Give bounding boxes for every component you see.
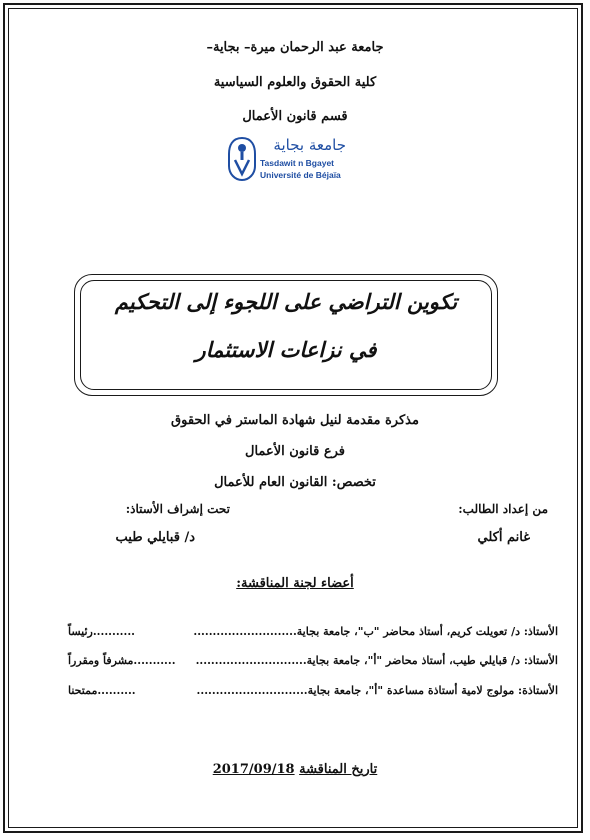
- defense-date-value: 2017/09/18: [212, 762, 295, 777]
- university-logo: [226, 136, 346, 184]
- university-emblem-icon: [226, 136, 258, 182]
- jury-member-row: [68, 684, 558, 697]
- defense-date-label: تاريخ المناقشة: [299, 762, 378, 777]
- faculty-name: كلية الحقوق والعلوم السياسية: [213, 75, 377, 90]
- jury-member-row: [68, 654, 558, 667]
- jury-member-row: [68, 625, 558, 638]
- jury-member-role: ...........مشرفاً ومقرراً: [68, 654, 176, 667]
- jury-member-role: ...........رئيساً: [68, 625, 135, 638]
- jury-member-text: الأستاذة: مولوج لامية أستاذة مساعدة "أ"، جامعة بجاية.............................: [196, 684, 558, 697]
- jury-title: أعضاء لجنة المناقشة:: [236, 576, 354, 591]
- prepared-by-label: من إعداد الطالب:: [458, 502, 548, 516]
- jury-member-role: ..........ممتحنا: [68, 684, 136, 697]
- defense-date: [0, 762, 590, 777]
- memo-branch: فرع قانون الأعمال: [245, 444, 345, 459]
- supervised-by-label: تحت إشراف الأستاذ:: [125, 502, 230, 516]
- department-name: قسم قانون الأعمال: [242, 109, 348, 124]
- memo-specialty: تخصص: القانون العام للأعمال: [214, 475, 376, 490]
- jury-member-text: الأستاذ: د/ تعويلت كريم، أستاذ محاضر "ب"، جامعة بجاية...........................: [193, 625, 558, 638]
- student-name: غانم أكلي: [477, 530, 530, 545]
- logo-arabic-text: جامعة بجاية: [273, 136, 346, 154]
- logo-french-text: Université de Béjaïa: [260, 170, 341, 180]
- jury-member-text: الأستاذ: د/ قبايلي طيب، أستاذ محاضر "أ"، جامعة بجاية.............................: [195, 654, 558, 667]
- logo-kabyle-text: Tasdawit n Bgayet: [260, 158, 334, 168]
- university-name: جامعة عبد الرحمان ميرة– بجاية–: [206, 40, 384, 55]
- memo-purpose: مذكرة مقدمة لنيل شهادة الماستر في الحقوق: [171, 413, 419, 428]
- thesis-title-box: [74, 274, 498, 396]
- supervisor-name: د/ قبايلي طيب: [115, 530, 195, 545]
- thesis-title-line-2: في نزاعات الاستثمار: [195, 337, 377, 362]
- thesis-title-line-1: تكوين التراضي على اللجوء إلى التحكيم: [114, 289, 458, 314]
